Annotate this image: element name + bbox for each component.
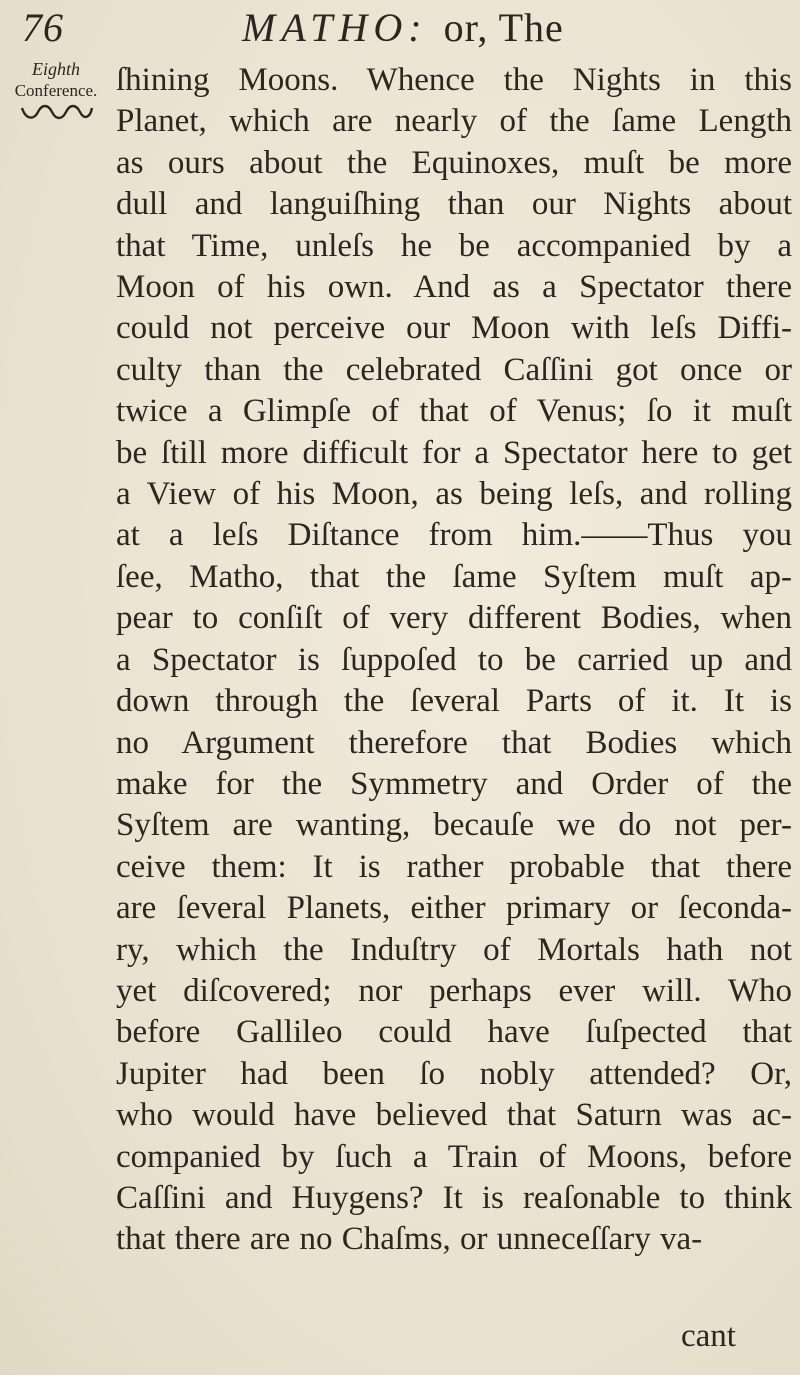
text-line: ſhining Moons. Whence the Nights in this: [116, 62, 792, 98]
text-line: as ours about the Equinoxes, muſt be more: [116, 144, 792, 181]
text-line: yet diſcovered; nor perhaps ever will. Who: [116, 972, 792, 1009]
text-line: could not perceive our Moon with leſs Diffi-: [116, 310, 792, 347]
text-line: twice a Glimpſe of that of Venus; ſo it muſt: [116, 393, 792, 430]
text-line: Planet, which are nearly of the ſame Length: [116, 103, 792, 140]
text-line: companied by ſuch a Train of Moons, before: [116, 1138, 792, 1175]
text-line: are ſeveral Planets, either primary or ſeconda-: [116, 890, 792, 927]
margin-note: [0, 58, 112, 102]
text-line: down through the ſeveral Parts of it. It is: [116, 683, 792, 720]
text-line: before Gallileo could have ſuſpected that: [116, 1014, 792, 1051]
ornament-flourish-icon: [20, 102, 94, 122]
text-line: no Argument therefore that Bodies which: [116, 724, 792, 761]
text-line: ceive them: It is rather probable that there: [116, 848, 792, 885]
text-line: culty than the celebrated Caſſini got once or: [116, 351, 792, 388]
running-title: MATHO:: [242, 5, 428, 50]
body-text: [116, 60, 792, 1261]
catchword: cant: [681, 1318, 736, 1354]
text-line: be ſtill more difficult for a Spectator here to get: [116, 434, 792, 471]
running-subtitle: or, The: [443, 5, 564, 50]
running-head: [242, 4, 564, 51]
text-line: that Time, unleſs he be accompanied by a: [116, 227, 792, 264]
text-line: a View of his Moon, as being leſs, and rolling: [116, 476, 792, 513]
text-line: who would have believed that Saturn was ac-: [116, 1097, 792, 1134]
text-line: pear to conſiſt of very different Bodies, when: [116, 600, 792, 637]
text-line: a Spectator is ſuppoſed to be carried up and: [116, 641, 792, 678]
text-line: Syſtem are wanting, becauſe we do not per-: [116, 807, 792, 844]
text-line: ry, which the Induſtry of Mortals hath not: [116, 931, 792, 968]
text-line: that there are no Chaſms, or unneceſſary va-: [116, 1221, 703, 1258]
text-line: at a leſs Diſtance from him.——Thus you: [116, 517, 792, 554]
text-line: Caſſini and Huygens? It is reaſonable to think: [116, 1179, 792, 1216]
margin-note-line2: Conference.: [14, 81, 98, 100]
text-line: ſee, Matho, that the ſame Syſtem muſt ap-: [116, 558, 792, 595]
text-line: dull and languiſhing than our Nights about: [116, 186, 792, 223]
margin-note-line1: Eighth: [32, 59, 80, 79]
text-line: Moon of his own. And as a Spectator there: [116, 269, 792, 306]
page-number: 76: [22, 5, 64, 50]
text-line: Jupiter had been ſo nobly attended? Or,: [116, 1055, 792, 1092]
text-line: make for the Symmetry and Order of the: [116, 765, 792, 802]
